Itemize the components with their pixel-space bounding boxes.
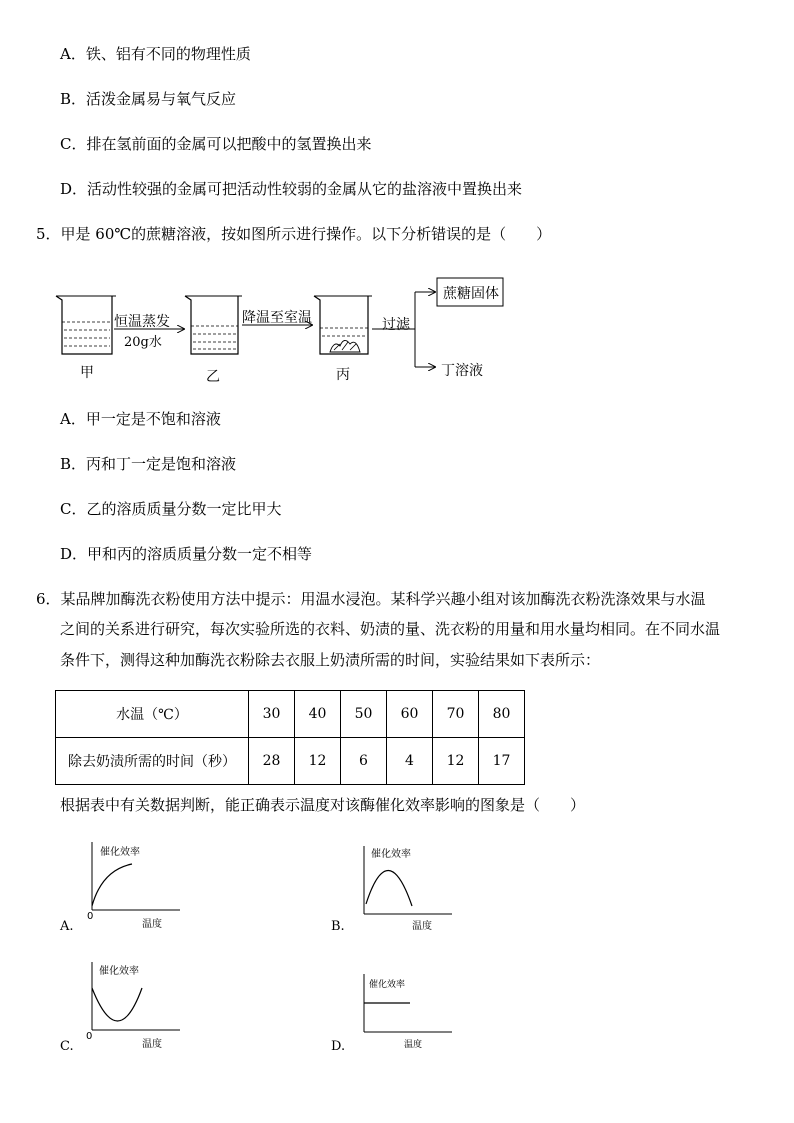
table-cell: 4 (387, 738, 433, 785)
graph-d-ylabel: 催化效率 (369, 980, 406, 990)
table-cell: 28 (249, 738, 295, 785)
row1-header: 水温（℃） (56, 691, 249, 738)
q6-stem-line2: 之间的关系进行研究，每次实验所选的衣料、奶渍的量、洗衣粉的用量和用水量均相同。在不同水温 (60, 620, 721, 638)
graph-c-ylabel: 催化效率 (99, 966, 139, 977)
graph-a-xlabel: 温度 (142, 919, 162, 930)
table-cell: 30 (249, 691, 295, 738)
table-cell: 70 (433, 691, 479, 738)
q5-option-b: B．丙和丁一定是饱和溶液 (60, 455, 237, 473)
table-cell: 80 (479, 691, 525, 738)
table-row (56, 691, 525, 738)
graph-b-xlabel: 温度 (412, 921, 432, 932)
step3-label: 过滤 (382, 317, 410, 333)
q6-data-table (55, 690, 525, 785)
table-cell: 50 (341, 691, 387, 738)
table-cell: 40 (295, 691, 341, 738)
curve-b (366, 870, 412, 906)
graph-a-ylabel: 催化效率 (100, 847, 140, 858)
table-cell: 60 (387, 691, 433, 738)
curve-a (92, 864, 132, 906)
solid-label: 蔗糖固体 (443, 286, 499, 302)
graph-c-label: C. (60, 1039, 74, 1054)
q6-stem-line1: 6．某品牌加酶洗衣粉使用方法中提示：用温水浸泡。某科学兴趣小组对该加酶洗衣粉洗涤效果与水温 (36, 590, 706, 608)
q6-stem-line3: 条件下，测得这种加酶洗衣粉除去衣服上奶渍所需的时间，实验结果如下表所示： (60, 651, 601, 669)
table-cell: 12 (295, 738, 341, 785)
curve-c (92, 988, 142, 1021)
q5-option-c: C．乙的溶质质量分数一定比甲大 (60, 500, 282, 518)
beaker-bing (314, 296, 372, 354)
table-cell: 17 (479, 738, 525, 785)
table-cell: 12 (433, 738, 479, 785)
beaker-yi (185, 296, 242, 354)
q5-stem: 5．甲是 60℃的蔗糖溶液，按如图所示进行操作。以下分析错误的是（ ） (36, 225, 552, 243)
filtrate-label: 丁溶液 (441, 363, 483, 379)
graph-b-ylabel: 催化效率 (371, 849, 411, 860)
table-row (56, 738, 525, 785)
step1-top-label: 恒温蒸发 (114, 314, 170, 330)
step2-label: 降温至室温 (242, 310, 312, 326)
q4-option-b: B．活泼金属易与氧气反应 (60, 90, 237, 108)
beaker2-label: 乙 (206, 369, 220, 385)
q5-option-d: D．甲和丙的溶质质量分数一定不相等 (60, 545, 313, 563)
q4-option-d: D．活动性较强的金属可把活动性较弱的金属从它的盐溶液中置换出来 (60, 180, 523, 198)
q4-option-a: A．铁、铝有不同的物理性质 (60, 45, 251, 63)
graph-b-label: B. (331, 919, 345, 934)
graph-a-origin: 0 (87, 911, 94, 922)
q4-option-c: C．排在氢前面的金属可以把酸中的氢置换出来 (60, 135, 372, 153)
graph-a-label: A. (60, 919, 74, 934)
beaker1-label: 甲 (80, 365, 94, 381)
step1-bottom-label: 20g水 (124, 335, 162, 350)
table-cell: 6 (341, 738, 387, 785)
graph-c-origin: 0 (86, 1031, 93, 1042)
graph-d-label: D. (331, 1039, 346, 1054)
graph-c-xlabel: 温度 (142, 1039, 162, 1050)
beaker3-label: 丙 (336, 367, 350, 383)
row2-header: 除去奶渍所需的时间（秒） (56, 738, 249, 785)
q5-option-a: A．甲一定是不饱和溶液 (60, 410, 221, 428)
q6-question: 根据表中有关数据判断，能正确表示温度对该酶催化效率影响的图象是（ ） (60, 796, 586, 814)
beaker-jia (56, 296, 116, 354)
graph-d-xlabel: 温度 (404, 1040, 423, 1050)
